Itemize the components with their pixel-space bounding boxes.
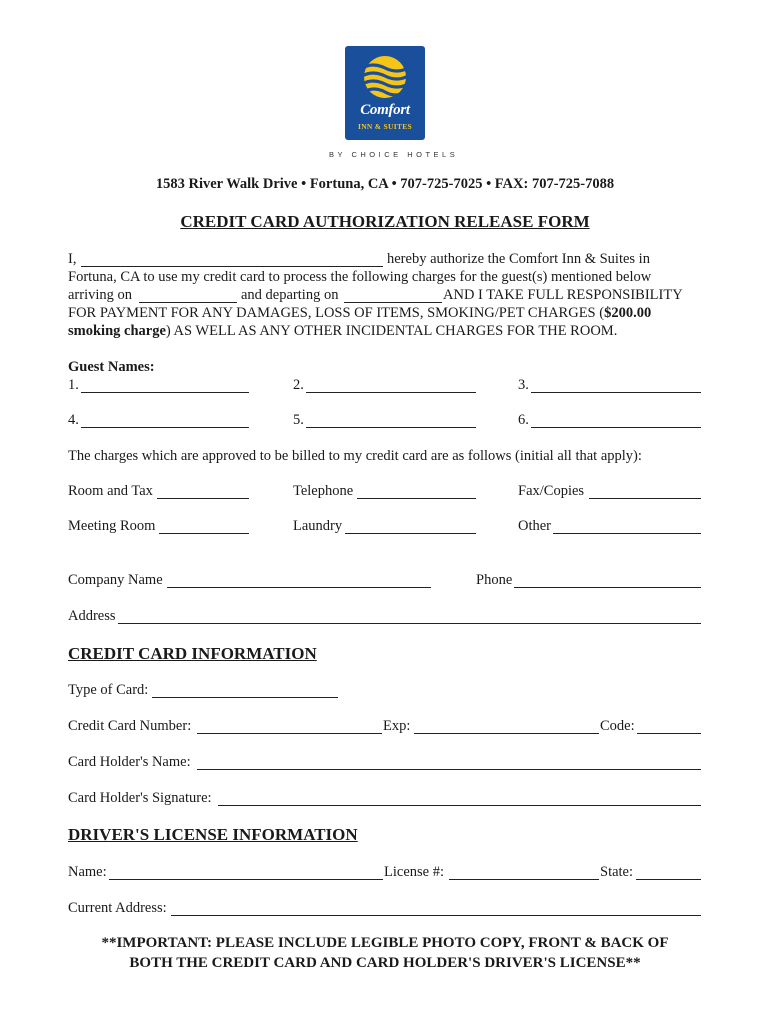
company-phone-field[interactable] bbox=[514, 587, 701, 588]
charge-telephone-initial-field[interactable] bbox=[357, 498, 476, 499]
important-notice-line2: BOTH THE CREDIT CARD AND CARD HOLDER'S DRIVER'S LICENSE** bbox=[129, 955, 641, 971]
smoking-charge-amount: $200.00 bbox=[604, 305, 652, 321]
sun-waves-icon bbox=[359, 54, 411, 100]
card-exp-field[interactable] bbox=[414, 733, 599, 734]
company-phone-label: Phone bbox=[476, 572, 513, 588]
dl-state-field[interactable] bbox=[636, 879, 701, 880]
guest-number-6: 6. bbox=[518, 412, 529, 428]
guest-number-4: 4. bbox=[68, 412, 79, 428]
charge-room-tax-initial-field[interactable] bbox=[157, 498, 249, 499]
company-address-label: Address bbox=[68, 608, 116, 624]
charge-fax-copies-initial-field[interactable] bbox=[589, 498, 701, 499]
company-name-label: Company Name bbox=[68, 572, 163, 588]
auth-line4 bbox=[68, 305, 651, 322]
card-code-field[interactable] bbox=[637, 733, 701, 734]
dl-state-label: State: bbox=[600, 864, 634, 880]
important-notice-line1: **IMPORTANT: PLEASE INCLUDE LEGIBLE PHOTO COPY, FRONT & BACK OF bbox=[101, 935, 669, 951]
guest-name-1-field[interactable] bbox=[81, 392, 249, 393]
auth-departing-label: and departing on bbox=[241, 287, 339, 303]
card-number-label: Credit Card Number: bbox=[68, 718, 192, 734]
auth-arriving-label: arriving on bbox=[68, 287, 133, 303]
auth-line1-text: hereby authorize the Comfort Inn & Suites in bbox=[387, 251, 650, 267]
guest-name-6-field[interactable] bbox=[531, 427, 701, 428]
card-holder-signature-field[interactable] bbox=[218, 805, 701, 806]
charge-laundry-initial-field[interactable] bbox=[345, 533, 476, 534]
card-holder-name-field[interactable] bbox=[197, 769, 701, 770]
auth-line5 bbox=[68, 323, 617, 340]
company-address-field[interactable] bbox=[118, 623, 701, 624]
form-title: CREDIT CARD AUTHORIZATION RELEASE FORM bbox=[180, 212, 590, 231]
drivers-license-section-heading: DRIVER'S LICENSE INFORMATION bbox=[68, 825, 358, 844]
guest-name-5-field[interactable] bbox=[306, 427, 476, 428]
credit-card-section-heading: CREDIT CARD INFORMATION bbox=[68, 644, 317, 663]
card-holder-signature-label: Card Holder's Signature: bbox=[68, 790, 212, 806]
logo-byline: BY CHOICE HOTELS bbox=[329, 150, 459, 159]
card-type-field[interactable] bbox=[152, 697, 338, 698]
charge-meeting-room-label: Meeting Room bbox=[68, 518, 156, 534]
charge-laundry-label: Laundry bbox=[293, 518, 343, 534]
charge-telephone-label: Telephone bbox=[293, 483, 354, 499]
guest-number-1: 1. bbox=[68, 377, 79, 393]
charge-fax-copies-label: Fax/Copies bbox=[518, 483, 585, 499]
smoking-charge-label: smoking charge bbox=[68, 323, 166, 339]
card-number-field[interactable] bbox=[197, 733, 382, 734]
guest-name-3-field[interactable] bbox=[531, 392, 701, 393]
arrival-date-field[interactable] bbox=[139, 302, 237, 303]
guest-number-5: 5. bbox=[293, 412, 304, 428]
dl-current-address-label: Current Address: bbox=[68, 900, 167, 916]
charge-room-tax-label: Room and Tax bbox=[68, 483, 153, 499]
card-code-label: Code: bbox=[600, 718, 635, 734]
logo-brand-subtitle: INN & SUITES bbox=[357, 122, 413, 131]
charge-other-initial-field[interactable] bbox=[553, 533, 701, 534]
guest-number-2: 2. bbox=[293, 377, 304, 393]
authorizer-name-field[interactable] bbox=[81, 266, 383, 267]
card-holder-name-label: Card Holder's Name: bbox=[68, 754, 191, 770]
dl-name-field[interactable] bbox=[109, 879, 383, 880]
charge-meeting-room-initial-field[interactable] bbox=[159, 533, 249, 534]
company-name-field[interactable] bbox=[167, 587, 431, 588]
dl-name-label: Name: bbox=[68, 864, 107, 880]
comfort-inn-logo bbox=[345, 46, 425, 140]
auth-line5-text: ) AS WELL AS ANY OTHER INCIDENTAL CHARGES FOR THE ROOM. bbox=[165, 323, 618, 339]
logo-brand-name: Comfort bbox=[360, 102, 410, 118]
guest-name-4-field[interactable] bbox=[81, 427, 249, 428]
auth-i-prefix: I, bbox=[68, 251, 77, 267]
guest-name-2-field[interactable] bbox=[306, 392, 476, 393]
card-type-label: Type of Card: bbox=[68, 682, 149, 698]
hotel-address: 1583 River Walk Drive • Fortuna, CA • 707-725-7025 • FAX: 707-725-7088 bbox=[155, 176, 615, 192]
guest-number-3: 3. bbox=[518, 377, 529, 393]
departure-date-field[interactable] bbox=[344, 302, 442, 303]
auth-line4-text: FOR PAYMENT FOR ANY DAMAGES, LOSS OF ITEMS, SMOKING/PET CHARGES ( bbox=[68, 305, 605, 321]
guest-names-heading: Guest Names: bbox=[68, 359, 155, 375]
charge-other-label: Other bbox=[518, 518, 552, 534]
dl-current-address-field[interactable] bbox=[171, 915, 701, 916]
card-exp-label: Exp: bbox=[383, 718, 411, 734]
charges-intro: The charges which are approved to be billed to my credit card are as follows (initial all that apply): bbox=[68, 448, 642, 464]
auth-responsibility-text: AND I TAKE FULL RESPONSIBILITY bbox=[443, 287, 683, 303]
auth-line2-text: Fortuna, CA to use my credit card to process the following charges for the guest(s) mentioned below bbox=[68, 269, 652, 285]
dl-license-number-field[interactable] bbox=[449, 879, 599, 880]
dl-license-label: License #: bbox=[384, 864, 444, 880]
